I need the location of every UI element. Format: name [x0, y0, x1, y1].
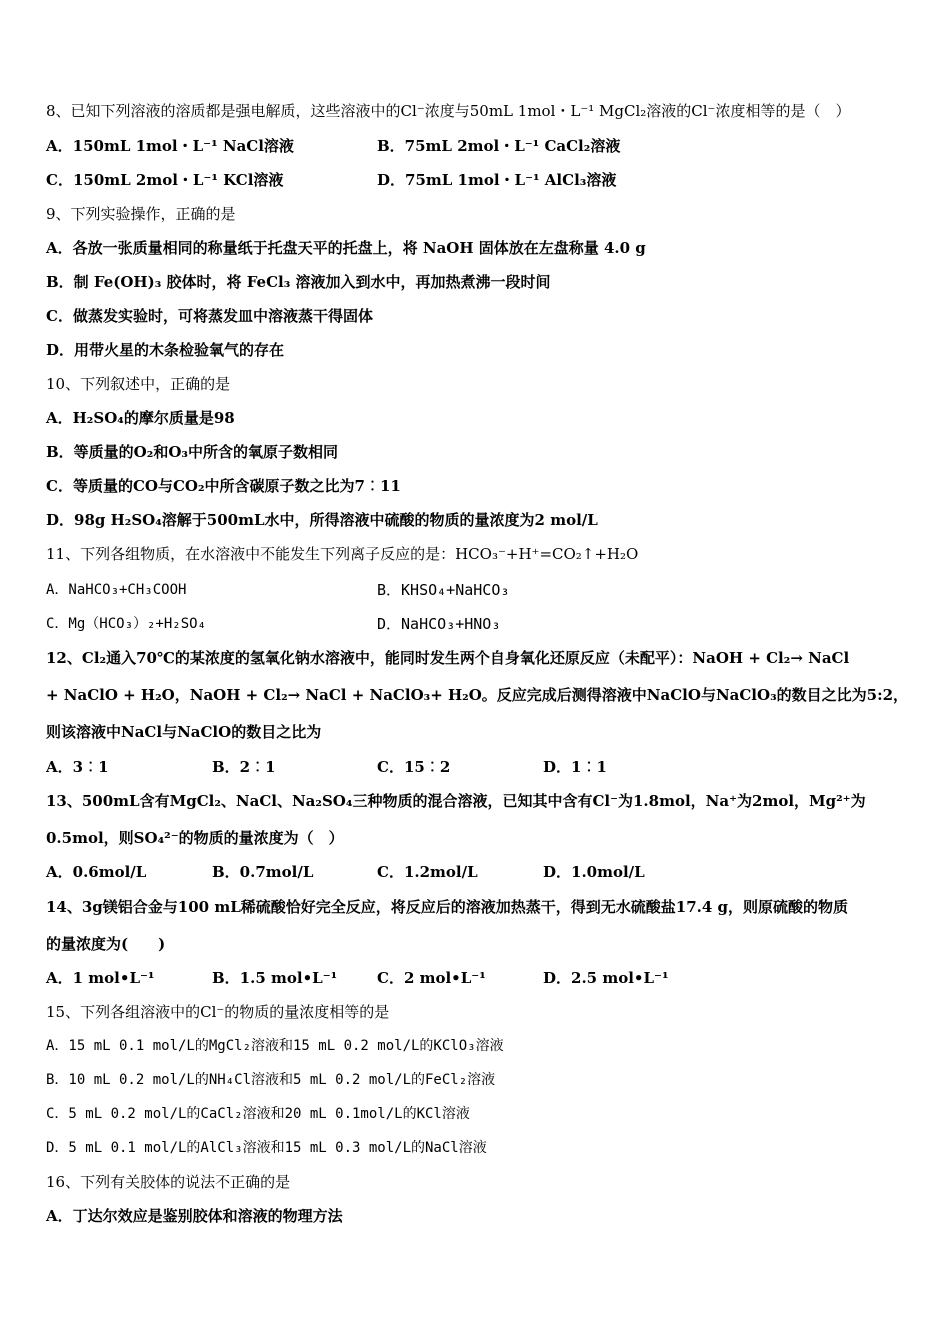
- q10-option-a: A．H₂SO₄的摩尔质量是98: [46, 409, 235, 427]
- q8-stem: 8、已知下列溶液的溶质都是强电解质，这些溶液中的Cl⁻浓度与50mL 1mol・L⁻¹ MgCl₂溶液的Cl⁻浓度相等的是（ ）: [46, 102, 851, 120]
- q16-option-a: A．丁达尔效应是鉴别胶体和溶液的物理方法: [46, 1207, 343, 1225]
- q9-option-c: C．做蒸发实验时，可将蒸发皿中溶液蒸干得固体: [46, 307, 373, 325]
- q8-option-c: C．150mL 2mol・L⁻¹ KCl溶液: [46, 171, 284, 189]
- q15-option-b: B．10 mL 0.2 mol/L的NH₄Cl溶液和5 mL 0.2 mol/L的FeCl₂溶液: [46, 1072, 496, 1088]
- q12-stem-line2: + NaClO + H₂O，NaOH + Cl₂→ NaCl + NaClO₃+ H₂O。反应完成后测得溶液中NaClO与NaClO₃的数目之比为5:2，: [46, 686, 909, 704]
- q8-option-d: D．75mL 1mol・L⁻¹ AlCl₃溶液: [377, 171, 617, 189]
- q14-option-d: D．2.5 mol•L⁻¹: [543, 969, 669, 987]
- q13-option-c: C．1.2mol/L: [377, 863, 478, 881]
- q12-option-b: B．2︰1: [212, 758, 276, 776]
- q14-options: [0, 968, 950, 988]
- q15-option-a: A．15 mL 0.1 mol/L的MgCl₂溶液和15 mL 0.2 mol/L的KClO₃溶液: [46, 1038, 504, 1054]
- q15-option-d: D．5 mL 0.1 mol/L的AlCl₃溶液和15 mL 0.3 mol/L的NaCl溶液: [46, 1140, 487, 1156]
- q11-option-c: C．Mg（HCO₃）₂+H₂SO₄: [46, 616, 207, 632]
- q10-option-b: B．等质量的O₂和O₃中所含的氧原子数相同: [46, 443, 338, 461]
- q12-option-d: D．1︰1: [543, 758, 607, 776]
- q14-stem-line2: 的量浓度为( ): [46, 935, 166, 953]
- q16-stem: 16、下列有关胶体的说法不正确的是: [46, 1173, 291, 1191]
- q9-stem: 9、下列实验操作，正确的是: [46, 205, 236, 223]
- q12-options: [0, 757, 950, 777]
- q8-option-a: A．150mL 1mol・L⁻¹ NaCl溶液: [46, 137, 294, 155]
- q10-option-d: D．98g H₂SO₄溶解于500mL水中，所得溶液中硫酸的物质的量浓度为2 mol/L: [46, 511, 598, 529]
- q13-options: [0, 862, 950, 882]
- q9-option-d: D．用带火星的木条检验氧气的存在: [46, 341, 285, 359]
- q13-option-b: B．0.7mol/L: [212, 863, 314, 881]
- q13-option-d: D．1.0mol/L: [543, 863, 645, 881]
- q13-stem-line1: 13、500mL含有MgCl₂、NaCl、Na₂SO₄三种物质的混合溶液，已知其中含有Cl⁻为1.8mol，Na⁺为2mol，Mg²⁺为: [46, 792, 866, 810]
- q15-stem: 15、下列各组溶液中的Cl⁻的物质的量浓度相等的是: [46, 1003, 390, 1021]
- q14-option-c: C．2 mol•L⁻¹: [377, 969, 486, 987]
- q14-option-a: A．1 mol•L⁻¹: [46, 969, 155, 987]
- q11-option-b: B．KHSO₄+NaHCO₃: [377, 581, 510, 599]
- q13-option-a: A．0.6mol/L: [46, 863, 147, 881]
- q13-stem-line2: 0.5mol，则SO₄²⁻的物质的量浓度为（ ）: [46, 829, 344, 847]
- q10-stem: 10、下列叙述中，正确的是: [46, 375, 231, 393]
- q12-option-c: C．15︰2: [377, 758, 451, 776]
- q12-option-a: A．3︰1: [46, 758, 109, 776]
- q15-option-c: C．5 mL 0.2 mol/L的CaCl₂溶液和20 mL 0.1mol/L的KCl溶液: [46, 1106, 470, 1122]
- q11-option-a: A．NaHCO₃+CH₃COOH: [46, 582, 187, 598]
- q14-stem-line1: 14、3g镁铝合金与100 mL稀硫酸恰好完全反应，将反应后的溶液加热蒸干，得到无水硫酸盐17.4 g，则原硫酸的物质: [46, 898, 848, 916]
- q11-option-d: D．NaHCO₃+HNO₃: [377, 615, 501, 633]
- q14-option-b: B．1.5 mol•L⁻¹: [212, 969, 338, 987]
- q11-stem: 11、下列各组物质，在水溶液中不能发生下列离子反应的是：HCO₃⁻+H⁺=CO₂↑+H₂O: [46, 545, 639, 563]
- q12-stem-line3: 则该溶液中NaCl与NaClO的数目之比为: [46, 723, 322, 741]
- q9-option-b: B．制 Fe(OH)₃ 胶体时，将 FeCl₃ 溶液加入到水中，再加热煮沸一段时间: [46, 273, 551, 291]
- q9-option-a: A．各放一张质量相同的称量纸于托盘天平的托盘上，将 NaOH 固体放在左盘称量 4.0 g: [46, 239, 646, 257]
- q8-option-b: B．75mL 2mol・L⁻¹ CaCl₂溶液: [377, 137, 621, 155]
- q12-stem-line1: 12、Cl₂通入70℃的某浓度的氢氧化钠水溶液中，能同时发生两个自身氧化还原反应（未配平）：NaOH + Cl₂→ NaCl: [46, 649, 850, 667]
- q10-option-c: C．等质量的CO与CO₂中所含碳原子数之比为7︰11: [46, 477, 401, 495]
